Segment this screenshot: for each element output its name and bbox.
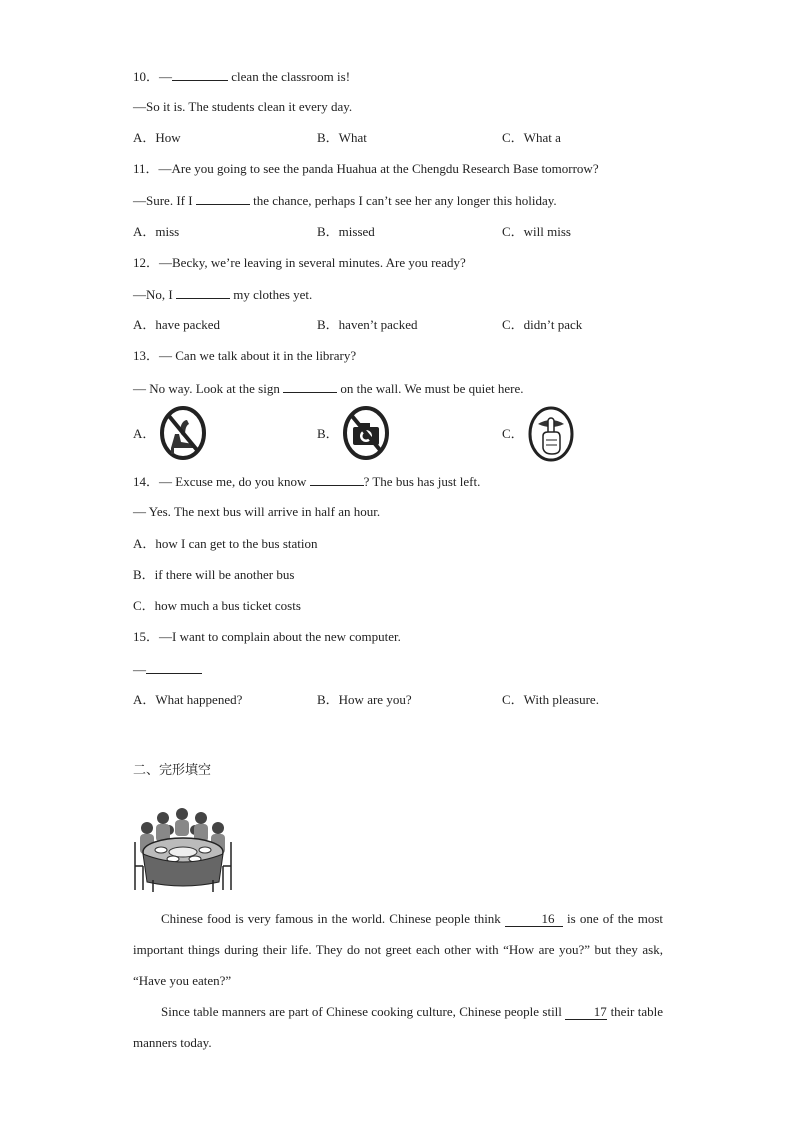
q13-reply: — No way. Look at the sign on the wall. We must be quiet here. <box>133 381 524 396</box>
q12-stem: 12．—Becky, we’re leaving in several minutes. Are you ready? <box>133 255 466 270</box>
q10-blank[interactable] <box>172 68 228 81</box>
q14-reply: — Yes. The next bus will arrive in half an hour. <box>133 504 381 519</box>
q15-reply: — <box>133 661 202 678</box>
q11-reply: —Sure. If I the chance, perhaps I can’t see her any longer this holiday. <box>133 193 557 208</box>
q11-option-b[interactable]: B．missed <box>317 224 375 239</box>
q11-option-a[interactable]: A．miss <box>133 224 180 239</box>
q13-number: 13． <box>133 348 160 363</box>
q11-stem: 11．—Are you going to see the panda Huahua at the Chengdu Research Base tomorrow? <box>133 161 599 176</box>
q12-number: 12． <box>133 255 160 270</box>
q12-option-b[interactable]: B．haven’t packed <box>317 317 418 332</box>
q10-number: 10． <box>133 69 160 84</box>
q13-option-b[interactable] <box>317 426 339 442</box>
q15-number: 15． <box>133 629 160 644</box>
q14-option-a[interactable]: A．how I can get to the bus station <box>133 536 318 551</box>
passage-paragraph-2: Since table manners are part of Chinese cooking culture, Chinese people still 17 their table manners today. <box>133 1004 663 1050</box>
cloze-blank-16[interactable]: 16 <box>505 912 563 927</box>
q13-option-c-letter: C． <box>502 426 524 441</box>
q13-option-a[interactable] <box>133 426 155 442</box>
family-dinner-table-illustration <box>133 806 233 894</box>
q15-option-c[interactable]: C．With pleasure. <box>502 692 599 707</box>
q13-option-b-letter: B． <box>317 426 339 441</box>
q11-number: 11． <box>133 161 159 176</box>
q13-stem: 13．— Can we talk about it in the library? <box>133 348 357 363</box>
q10-option-a[interactable]: A．How <box>133 130 181 145</box>
cloze-blank-17[interactable]: 17 <box>565 1005 607 1020</box>
q10-reply: —So it is. The students clean it every day. <box>133 99 353 114</box>
q14-option-c[interactable]: C．how much a bus ticket costs <box>133 598 301 613</box>
q14-stem: 14．— Excuse me, do you know ? The bus has just left. <box>133 474 481 489</box>
q10-option-b[interactable]: B．What <box>317 130 367 145</box>
q13-blank[interactable] <box>283 380 337 393</box>
q11-blank[interactable] <box>196 192 250 205</box>
q15-stem: 15．—I want to complain about the new computer. <box>133 629 401 644</box>
q12-reply: —No, I my clothes yet. <box>133 287 313 302</box>
q14-blank[interactable] <box>310 473 364 486</box>
q10-stem: 10．— clean the classroom is! <box>133 69 351 84</box>
no-high-heels-sign-icon[interactable] <box>157 404 209 462</box>
q14-option-b[interactable]: B．if there will be another bus <box>133 567 295 582</box>
q12-option-a[interactable]: A．have packed <box>133 317 220 332</box>
passage-paragraph-1: Chinese food is very famous in the world. Chinese people think 16 is one of the most important things during their life. They do not greet each other with “How are you?” but they ask, “Have you eaten?” <box>133 911 663 988</box>
q15-option-b[interactable]: B．How are you? <box>317 692 412 707</box>
section-heading: 二、完形填空 <box>133 763 212 778</box>
q12-option-c[interactable]: C．didn’t pack <box>502 317 583 332</box>
q12-blank[interactable] <box>176 286 230 299</box>
q13-option-a-letter: A． <box>133 426 156 441</box>
q13-option-c[interactable] <box>502 426 524 442</box>
q11-option-c[interactable]: C．will miss <box>502 224 571 239</box>
no-camera-sign-icon[interactable] <box>340 404 392 462</box>
q14-number: 14． <box>133 474 160 489</box>
q15-option-a[interactable]: A．What happened? <box>133 692 243 707</box>
q10-option-c[interactable]: C．What a <box>502 130 561 145</box>
quiet-please-sign-icon[interactable] <box>526 404 576 464</box>
q15-blank[interactable] <box>146 661 202 674</box>
